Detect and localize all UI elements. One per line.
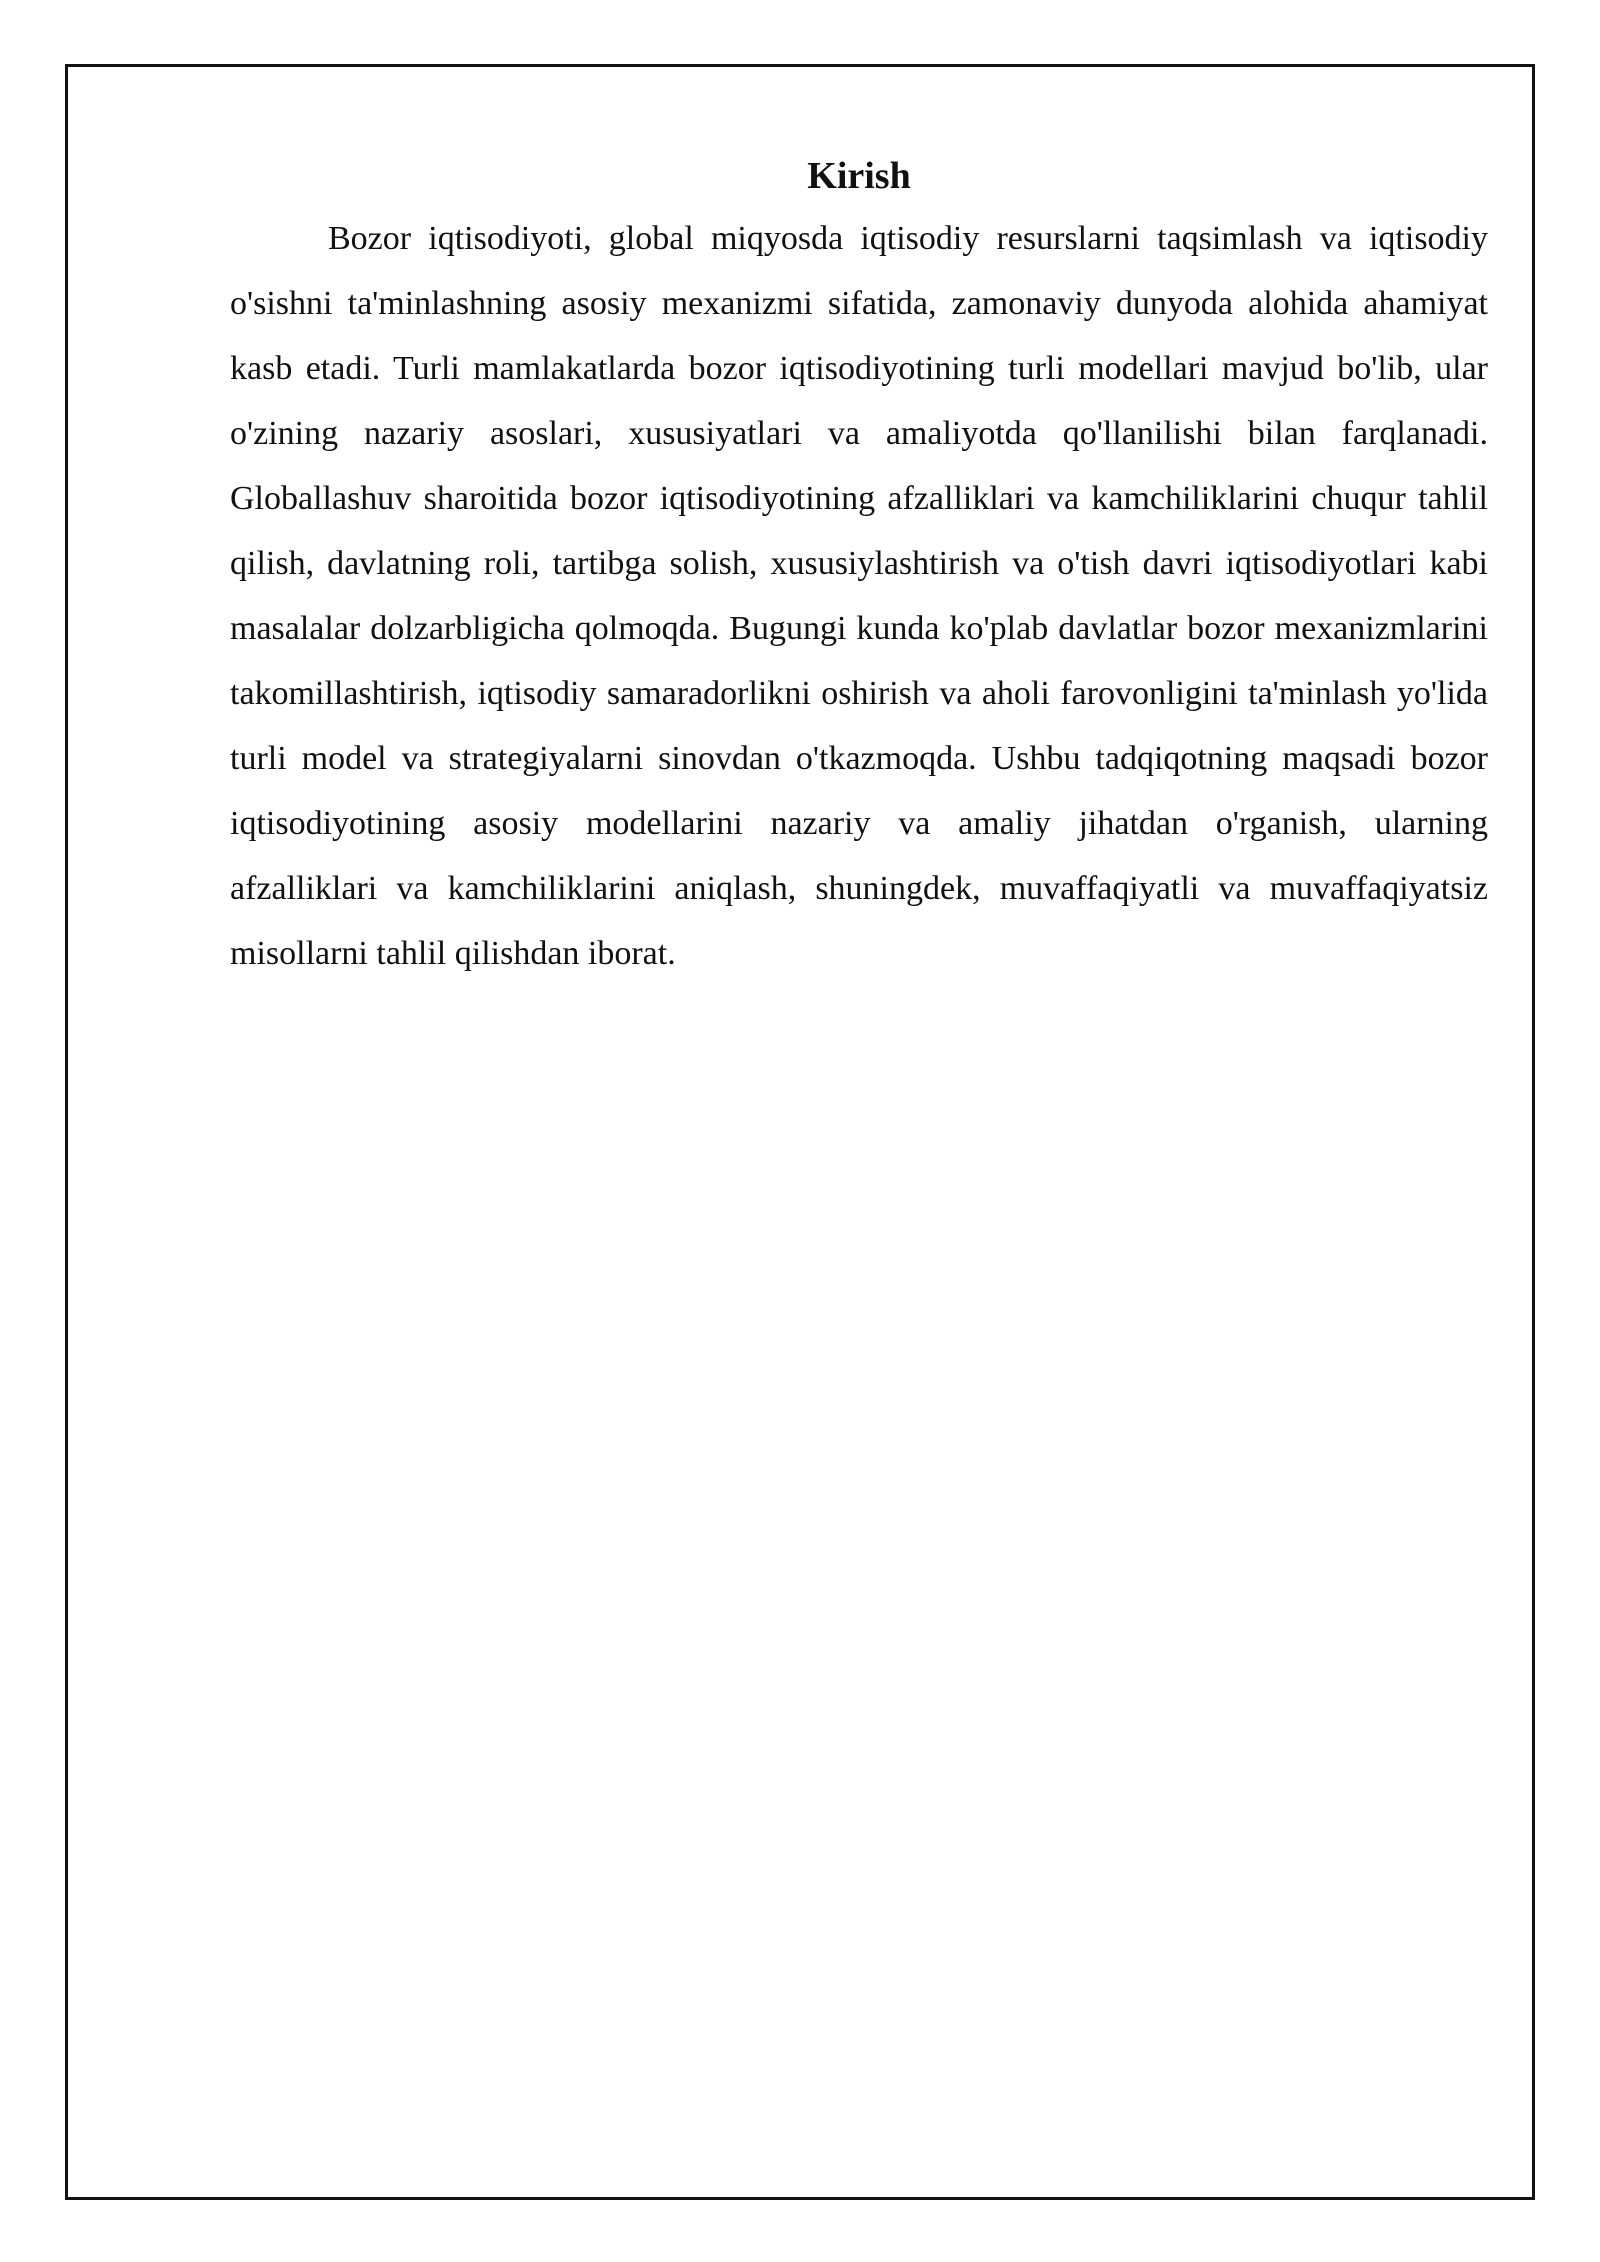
document-content (230, 150, 1488, 986)
intro-paragraph: Bozor iqtisodiyoti, global miqyosda iqtisodiy resurslarni taqsimlash va iqtisodiy o'sishni ta'minlashning asosiy mexanizmi sifatida, zamonaviy dunyoda alohida ahamiyat kasb etadi. Turli mamlakatlarda bozor iqtisodiyotining turli modellari mavjud bo'lib, ular o'zining nazariy asoslari, xususiyatlari va amaliyotda qo'llanilishi bilan farqlanadi. Globallashuv sharoitida bozor iqtisodiyotining afzalliklari va kamchiliklarini chuqur tahlil qilish, davlatning roli, tartibga solish, xususiylashtirish va o'tish davri iqtisodiyotlari kabi masalalar dolzarbligicha qolmoqda. Bugungi kunda ko'plab davlatlar bozor mexanizmlarini takomillashtirish, iqtisodiy samaradorlikni oshirish va aholi farovonligini ta'minlash yo'lida turli model va strategiyalarni sinovdan o'tkazmoqda. Ushbu tadqiqotning maqsadi bozor iqtisodiyotining asosiy modellarini nazariy va amaliy jihatdan o'rganish, ularning afzalliklari va kamchiliklarini aniqlash, shuningdek, muvaffaqiyatli va muvaffaqiyatsiz misollarni tahlil qilishdan iborat. (230, 220, 1488, 972)
document-title: Kirish (807, 155, 911, 197)
